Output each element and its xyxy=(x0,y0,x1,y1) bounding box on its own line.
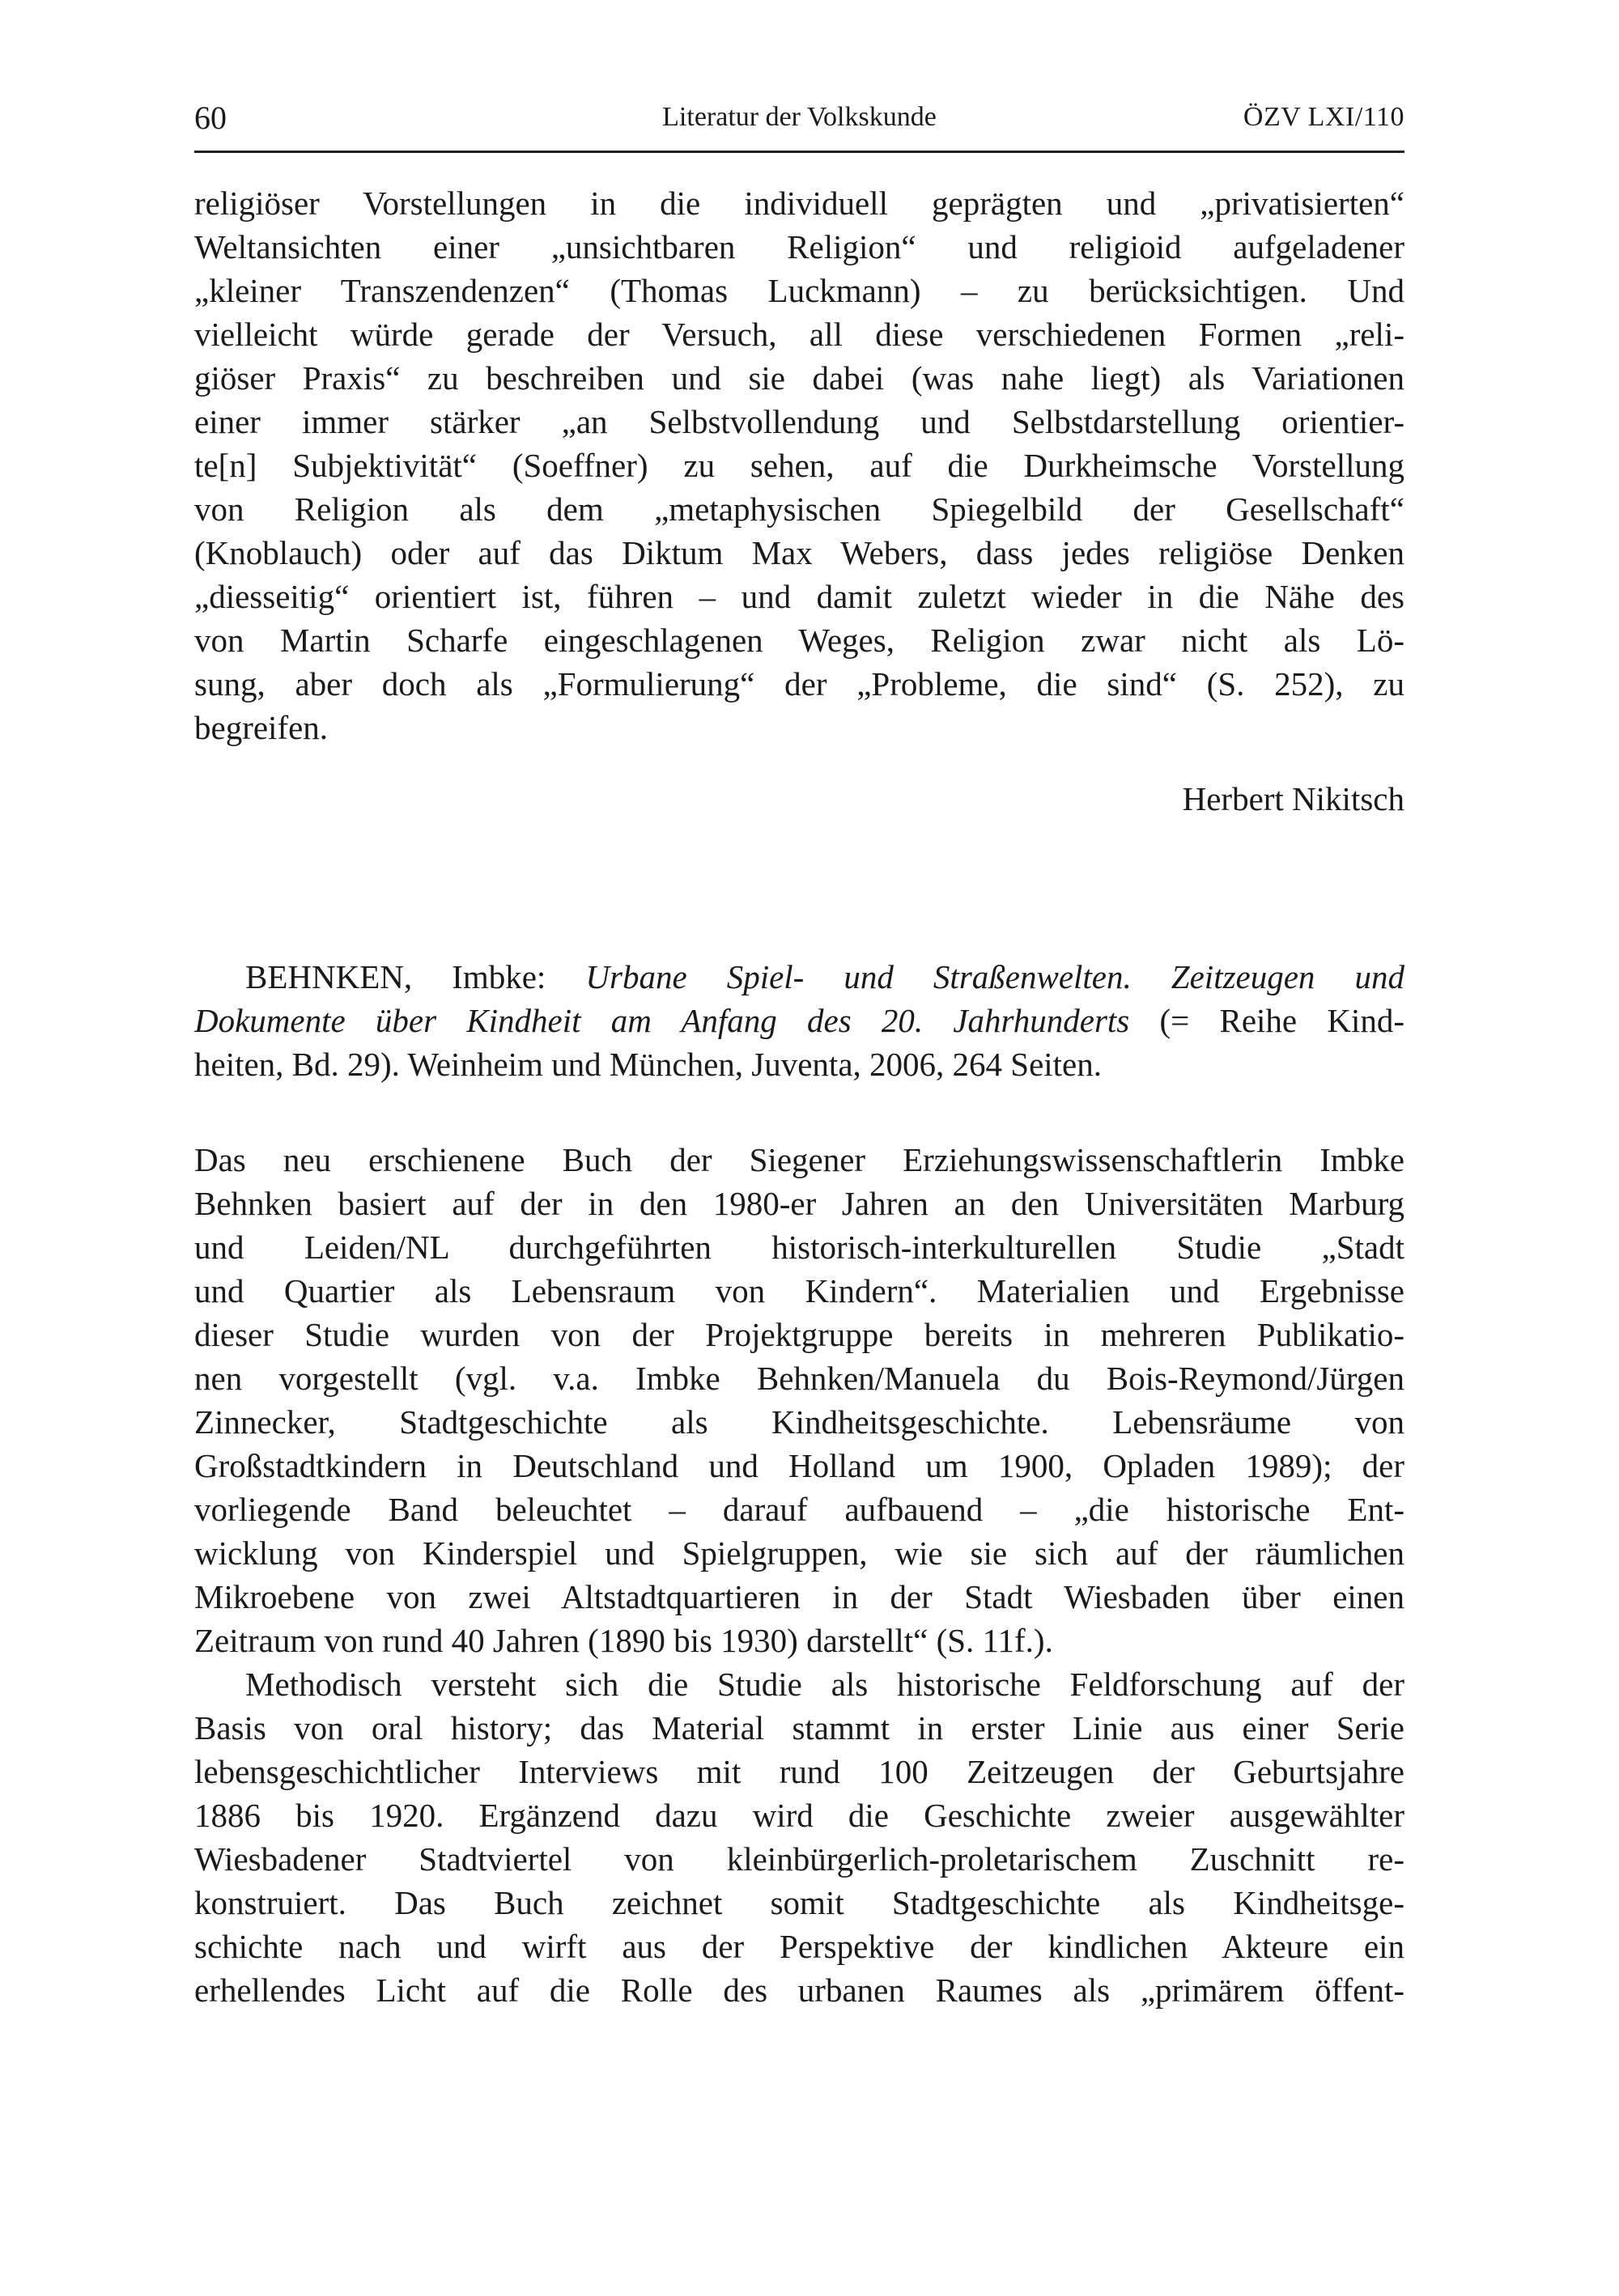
text-line: Mikroebene von zwei Altstadtquartieren in der Stadt Wiesbaden über einen xyxy=(194,1578,1404,1615)
text-line: Basis von oral history; das Material stammt in erster Linie aus einer Serie xyxy=(194,1709,1404,1746)
text-line: religiöser Vorstellungen in die individuell geprägten und „privatisierten“ xyxy=(194,185,1404,222)
text-line: schichte nach und wirft aus der Perspektive der kindlichen Akteure ein xyxy=(194,1928,1404,1965)
book-series: (= Reihe Kind- xyxy=(1129,1002,1404,1039)
text-line: und Quartier als Lebensraum von Kindern“. Materialien und Ergebnisse xyxy=(194,1272,1404,1309)
text-line: Wiesbadener Stadtviertel von kleinbürgerlich-proletarischem Zuschnitt re- xyxy=(194,1840,1404,1878)
text-line: Das neu erschienene Buch der Siegener Erziehungswissenschaftlerin Imbke xyxy=(194,1141,1404,1178)
text-line: von Martin Scharfe eingeschlagenen Weges, Religion zwar nicht als Lö- xyxy=(194,622,1404,659)
text-line: „kleiner Transzendenzen“ (Thomas Luckmann) – zu berücksichtigen. Und xyxy=(194,272,1404,309)
text-line: te[n] Subjektivität“ (Soeffner) zu sehen, auf die Durkheimsche Vorstellung xyxy=(194,447,1404,484)
text-line: Weltansichten einer „unsichtbaren Religion“ und religioid aufgeladener xyxy=(194,228,1404,265)
running-header xyxy=(194,99,1404,147)
text-line: giöser Praxis“ zu beschreiben und sie dabei (was nahe liegt) als Variationen xyxy=(194,359,1404,397)
text-line: einer immer stärker „an Selbstvollendung und Selbstdarstellung orientier- xyxy=(194,403,1404,440)
journal-reference: ÖZV LXI/110 xyxy=(1243,102,1404,132)
text-line: vielleicht würde gerade der Versuch, all diese verschiedenen Formen „reli- xyxy=(194,316,1404,353)
book-title-cont: Dokumente über Kindheit am Anfang des 20. Jahrhunderts xyxy=(194,1002,1130,1039)
text-line: nen vorgestellt (vgl. v.a. Imbke Behnken/Manuela du Bois-Reymond/Jürgen xyxy=(194,1360,1404,1397)
citation-line: heiten, Bd. 29). Weinheim und München, Juventa, 2006, 264 Seiten. xyxy=(194,1046,1102,1083)
text-line: Zeitraum von rund 40 Jahren (1890 bis 1930) darstellt“ (S. 11f.). xyxy=(194,1622,1053,1659)
text-line: Großstadtkindern in Deutschland und Holland um 1900, Opladen 1989); der xyxy=(194,1447,1404,1484)
text-line: dieser Studie wurden von der Projektgruppe bereits in mehreren Publikatio- xyxy=(194,1316,1404,1353)
text-line: „diesseitig“ orientiert ist, führen – und damit zuletzt wieder in die Nähe des xyxy=(194,578,1404,615)
running-title: Literatur der Volkskunde xyxy=(662,102,937,132)
text-line: Behnken basiert auf der in den 1980-er Jahren an den Universitäten Marburg xyxy=(194,1185,1404,1222)
text-line: Zinnecker, Stadtgeschichte als Kindheitsgeschichte. Lebensräume von xyxy=(194,1403,1404,1441)
text-line: lebensgeschichtlicher Interviews mit rund 100 Zeitzeugen der Geburtsjahre xyxy=(194,1753,1404,1790)
book-title: Urbane Spiel- und Straßenwelten. Zeitzeugen und xyxy=(585,958,1404,995)
text-line: Methodisch versteht sich die Studie als historische Feldforschung auf der xyxy=(245,1666,1404,1703)
page-number: 60 xyxy=(194,100,227,136)
citation-line xyxy=(194,999,1404,1042)
text-line: (Knoblauch) oder auf das Diktum Max Webers, dass jedes religiöse Denken xyxy=(194,534,1404,571)
book-author: BEHNKEN, Imbke: xyxy=(245,958,586,995)
text-line: sung, aber doch als „Formulierung“ der „Probleme, die sind“ (S. 252), zu xyxy=(194,665,1404,702)
text-line: erhellendes Licht auf die Rolle des urbanen Raumes als „primärem öffent- xyxy=(194,1971,1404,2009)
text-line: konstruiert. Das Buch zeichnet somit Stadtgeschichte als Kindheitsge- xyxy=(194,1884,1404,1921)
reviewer-signature: Herbert Nikitsch xyxy=(1182,780,1404,817)
text-line: vorliegende Band beleuchtet – darauf aufbauend – „die historische Ent- xyxy=(194,1491,1404,1528)
header-rule xyxy=(194,151,1404,153)
text-line: wicklung von Kinderspiel und Spielgruppen, wie sie sich auf der räumlichen xyxy=(194,1534,1404,1572)
text-line: 1886 bis 1920. Ergänzend dazu wird die Geschichte zweier ausgewählter xyxy=(194,1797,1404,1834)
text-line: von Religion als dem „metaphysischen Spiegelbild der Gesellschaft“ xyxy=(194,490,1404,528)
text-line: begreifen. xyxy=(194,709,329,746)
citation-line xyxy=(194,955,1404,999)
text-line: und Leiden/NL durchgeführten historisch-interkulturellen Studie „Stadt xyxy=(194,1229,1404,1266)
